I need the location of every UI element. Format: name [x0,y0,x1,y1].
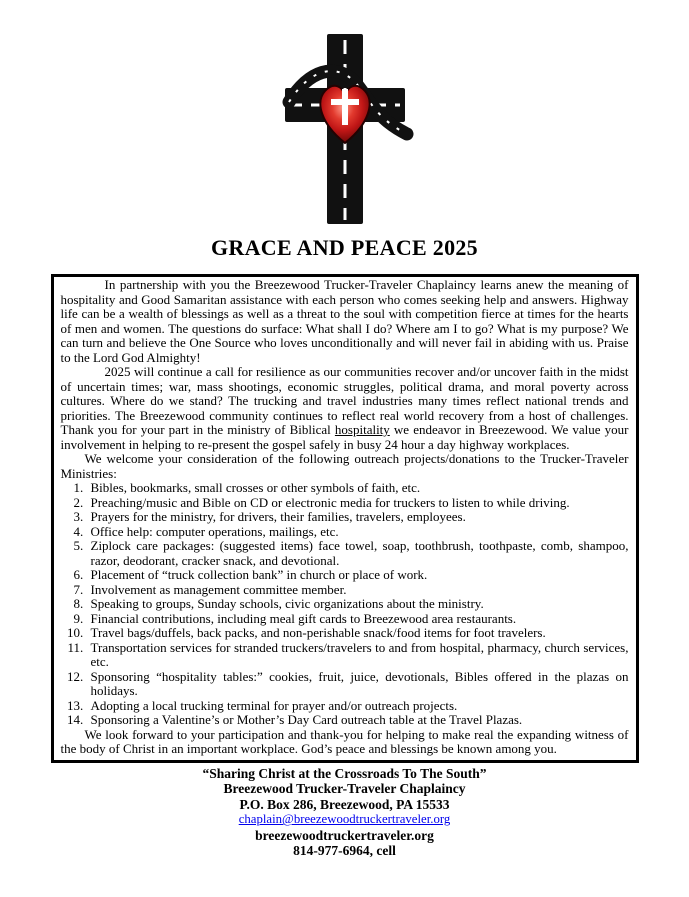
footer-address: P.O. Box 286, Breezewood, PA 15533 [239,796,450,812]
page-title: GRACE AND PEACE 2025 [211,235,478,260]
outreach-projects-list [61,481,629,728]
list-item: 2. Preaching/music and Bible on CD or electronic media for truckers to listen to while driving. [87,496,629,511]
paragraph-closing-text: We look forward to your participation and thank-you for helping to make real the expanding witness of the body of Christ in an important workplace. God’s peace and blessings be known among you. [60,726,629,756]
paragraph-intro-text: In partnership with you the Breezewood Trucker-Traveler Chaplaincy learns anew the meaning of hospitality and Good Samaritan assistance with each person who comes seeking help and answers. Highway life can be a wealth of blessings as well as a threat to the soul with competition fierce at times for the hearts of men and women. The questions do surface: What shall I do? Where am I to go? What is my purpose? We can turn and believe the One Source who loves unconditionally and will never fail in abiding with us. Praise to the Lord God Almighty! [60,277,629,365]
list-item: 1. Bibles, bookmarks, small crosses or other symbols of faith, etc. [87,481,629,496]
footer-email-line [0,812,689,828]
paragraph-2025-text-before: 2025 will continue a call for resilience as our communities recover and/or uncover faith in the midst of uncertain times; war, mass shootings, economic struggles, political drama, and moral poverty across cultures. Where do we stand? The trucking and travel industries many times reflect national trends and priorities. The Breezewood community continues to reflect real world recovery from a host of challenges. Thank you for your part in the ministry of Biblical [60,364,629,437]
hospitality-underlined-word: hospitality [334,422,390,437]
paragraph-welcome-consideration [61,452,629,481]
road-cross-heart-icon [275,30,415,226]
list-item: 5. Ziplock care packages: (suggested items) face towel, soap, toothbrush, toothpaste, comb, shampoo, razor, deodorant, cracker snack, and devotional. [87,539,629,568]
list-item: 9. Financial contributions, including meal gift cards to Breezewood area restaurants. [87,612,629,627]
list-item: 4. Office help: computer operations, mailings, etc. [87,525,629,540]
footer-org-name: Breezewood Trucker-Traveler Chaplaincy [223,781,466,797]
list-item: 7. Involvement as management committee member. [87,583,629,598]
footer-tagline: “Sharing Christ at the Crossroads To The South” [202,765,487,781]
list-item: 13. Adopting a local trucking terminal for prayer and/or outreach projects. [87,699,629,714]
footer-phone: 814-977-6964, cell [293,843,396,859]
list-item: 8. Speaking to groups, Sunday schools, civic organizations about the ministry. [87,597,629,612]
list-item: 11. Transportation services for stranded truckers/travelers to and from hospital, pharmacy, church services, etc. [87,641,629,670]
heart-cross-icon-vertical [342,89,348,125]
list-item: 3. Prayers for the ministry, for drivers, their families, travelers, employees. [87,510,629,525]
list-item: 12. Sponsoring “hospitality tables:” cookies, fruit, juice, devotionals, Bibles offered in the plazas on holidays. [87,670,629,699]
paragraph-welcome-text: We welcome your consideration of the following outreach projects/donations to the Trucker-Traveler Ministries: [60,451,629,481]
email-link[interactable]: chaplain@breezewoodtruckertraveler.org [238,812,451,827]
paragraph-intro [61,278,629,365]
heart-cross-icon-horizontal [331,99,359,105]
paragraph-2025-text-after: we endeavor in Breezewood. We value your involvement in helping to re-present the gospel safely in busy 24 hour a day highway workplaces. [60,422,629,452]
footer-contact-block [0,766,689,860]
list-item: 14. Sponsoring a Valentine’s or Mother’s Day Card outreach table at the Travel Plazas. [87,713,629,728]
list-item: 6. Placement of “truck collection bank” in church or place of work. [87,568,629,583]
paragraph-2025-outlook [61,365,629,452]
paragraph-closing [61,728,629,757]
letter-body [51,274,639,763]
chaplaincy-logo [0,0,689,226]
footer-website: breezewoodtruckertraveler.org [255,827,434,843]
list-item: 10. Travel bags/duffels, back packs, and non-perishable snack/food items for foot travelers. [87,626,629,641]
